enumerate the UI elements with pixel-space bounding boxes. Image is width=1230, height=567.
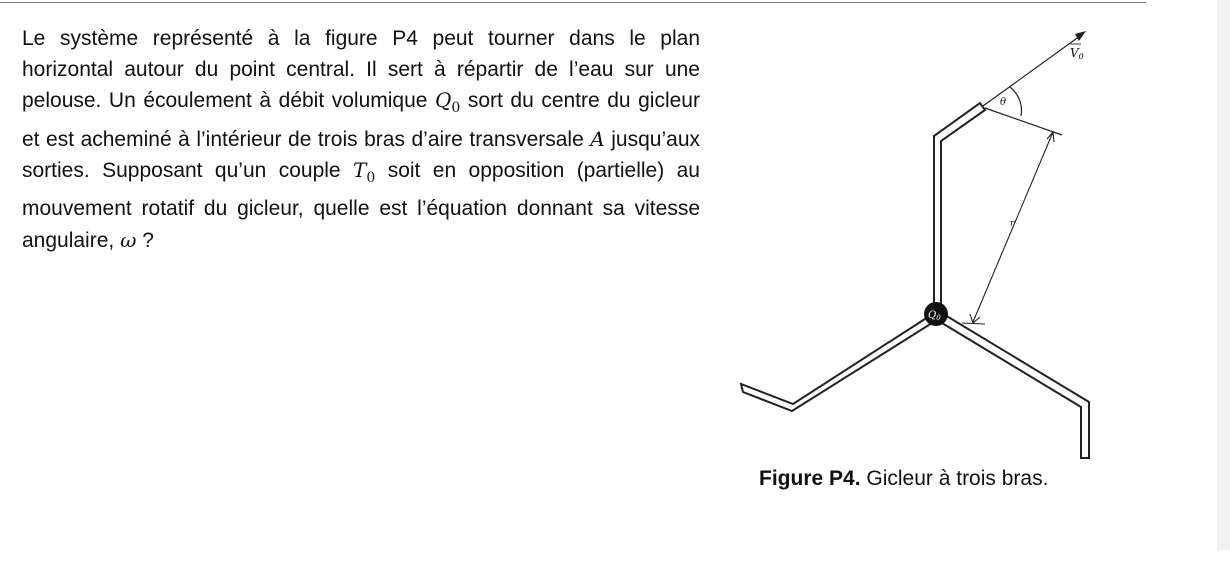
reference-line (985, 108, 1062, 135)
problem-line: transversale (469, 127, 591, 151)
jet-direction-line (983, 36, 1080, 106)
symbol-Q0: $Q_0$ (434, 88, 461, 117)
problem-line: une pelouse. Un écoulement à débit volumique (22, 57, 700, 113)
problem-line: horizontal autour du point central. Il sert à répartir de l’eau sur (22, 57, 654, 81)
angle-arc (1010, 87, 1021, 116)
problem-line: centre du gicleur et est acheminé à l’intérieur de trois bras d’aire (22, 89, 700, 151)
radius-end-tick (962, 323, 985, 324)
figure-caption (759, 467, 1048, 491)
symbol-A: A (590, 126, 605, 151)
caption-text: Gicleur à trois bras. (860, 467, 1049, 490)
arm-right (942, 315, 1089, 458)
angle-label: θ (1000, 97, 1007, 108)
symbol-T0: $T_0$ (353, 158, 376, 187)
sprinkler-figure (700, 20, 1180, 470)
problem-statement (22, 24, 700, 256)
arm-left (741, 317, 932, 411)
problem-line: ? (136, 228, 154, 252)
problem-line: jusqu’aux sorties. Supposant qu’un couple (22, 127, 700, 183)
problem-line: sort du (460, 89, 534, 113)
problem-line: Le système représenté à la figure P4 peut tourner dans le plan (22, 27, 700, 50)
velocity-label: V0 (1070, 46, 1084, 61)
problem-line: quelle est l’équation donnant sa vitesse angulaire, (22, 196, 700, 252)
radius-label: r (1010, 219, 1015, 229)
symbol-omega: ω (120, 227, 137, 252)
velocity-arrowhead (1075, 31, 1086, 41)
problem-line: soit en opposition (partielle) au mouvement rotatif du gicleur, (22, 159, 700, 220)
caption-label: Figure P4. (759, 467, 861, 490)
right-edge-scrollbar[interactable] (1217, 0, 1230, 550)
top-rule (0, 2, 1146, 3)
hub-label: $Q_0$ (928, 310, 941, 322)
arm-top (934, 103, 985, 312)
